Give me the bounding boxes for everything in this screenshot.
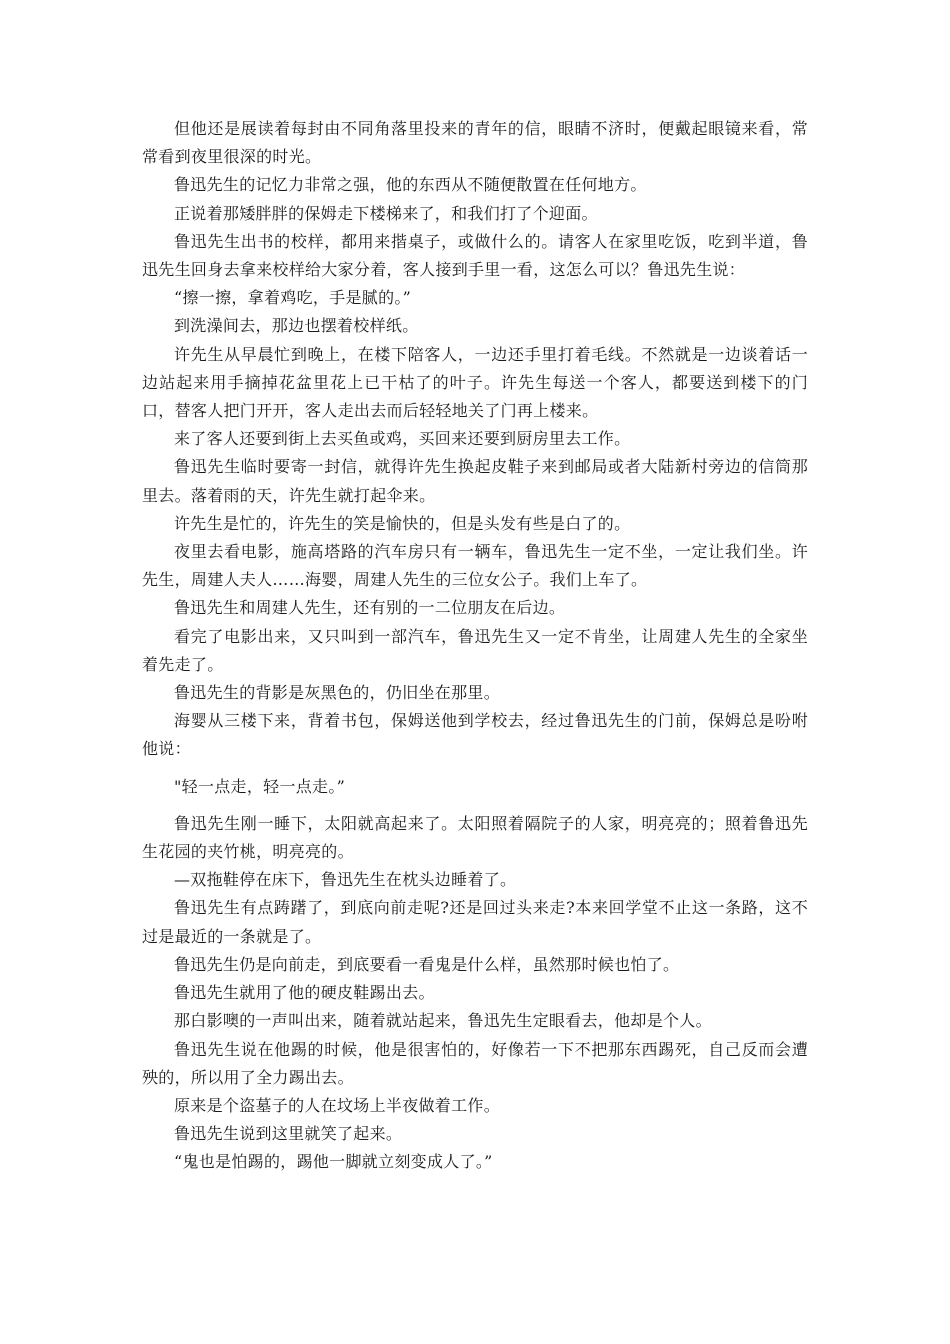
quote-paragraph: "轻一点走，轻一点走。” xyxy=(174,776,346,796)
paragraph: 那白影噢的一声叫出来，随着就站起来，鲁迅先生定眼看去，他却是个人。 xyxy=(174,1011,712,1031)
quote-paragraph: “鬼也是怕踢的，踢他一脚就立刻变成人了。” xyxy=(174,1152,493,1172)
quote-paragraph: “擦一擦，拿着鸡吃，手是腻的。” xyxy=(174,288,412,308)
paragraph: 海婴从三楼下来，背着书包，保姆送他到学校去，经过鲁迅先生的门前，保姆总是吩咐他说： xyxy=(142,711,808,759)
paragraph: 鲁迅先生刚一睡下，太阳就高起来了。太阳照着隔院子的人家，明亮亮的；照着鲁迅先生花园的夹竹桃，明亮亮的。 xyxy=(142,813,808,862)
paragraph: 鲁迅先生就用了他的硬皮鞋踢出去。 xyxy=(174,983,435,1003)
paragraph: 许先生是忙的，许先生的笑是愉快的，但是头发有些是白了的。 xyxy=(174,513,631,533)
paragraph: 到洗澡间去，那边也摆着校样纸。 xyxy=(174,316,419,336)
paragraph: 鲁迅先生临时要寄一封信，就得许先生换起皮鞋子来到邮局或者大陆新村旁边的信筒那里去。落着雨的天，许先生就打起伞来。 xyxy=(142,457,808,505)
paragraph: 鲁迅先生出书的校样，都用来揩桌子，或做什么的。请客人在家里吃饭，吃到半道，鲁迅先生回身去拿来校样给大家分着，客人接到手里一看，这怎么可以？鲁迅先生说： xyxy=(142,231,808,280)
document-body xyxy=(142,115,808,1177)
paragraph: 鲁迅先生仍是向前走，到底要看一看鬼是什么样，虽然那时候也怕了。 xyxy=(174,954,680,974)
paragraph: 鲁迅先生有点踌躇了，到底向前走呢?还是回过头来走?本来回学堂不止这一条路，这不过是最近的一条就是了。 xyxy=(142,898,808,946)
paragraph: 鲁迅先生的背影是灰黑色的，仍旧坐在那里。 xyxy=(174,683,501,703)
paragraph: 正说着那矮胖胖的保姆走下楼梯来了，和我们打了个迎面。 xyxy=(174,203,598,223)
paragraph: 鲁迅先生的记忆力非常之强，他的东西从不随便散置在任何地方。 xyxy=(174,175,647,195)
paragraph: 鲁迅先生说到这里就笑了起来。 xyxy=(174,1124,403,1144)
paragraph: 原来是个盗墓子的人在坟场上半夜做着工作。 xyxy=(174,1095,501,1115)
paragraph: 夜里去看电影，施高塔路的汽车房只有一辆车，鲁迅先生一定不坐，一定让我们坐。许先生，周建人夫人……海婴，周建人先生的三位女公子。我们上车了。 xyxy=(142,542,808,590)
paragraph: 来了客人还要到街上去买鱼或鸡，买回来还要到厨房里去工作。 xyxy=(174,429,631,449)
paragraph: 鲁迅先生说在他踢的时候，他是很害怕的，好像若一下不把那东西踢死，自己反而会遭殃的，所以用了全力踢出去。 xyxy=(142,1039,808,1087)
paragraph: 看完了电影出来，又只叫到一部汽车，鲁迅先生又一定不肯坐，让周建人先生的全家坐着先走了。 xyxy=(142,626,808,674)
paragraph: 鲁迅先生和周建人先生，还有别的一二位朋友在后边。 xyxy=(174,598,566,618)
paragraph: 但他还是展读着每封由不同角落里投来的青年的信，眼睛不济时，便戴起眼镜来看，常常看到夜里很深的时光。 xyxy=(142,119,808,167)
paragraph: —双拖鞋停在床下，鲁迅先生在枕头边睡着了。 xyxy=(174,870,517,890)
paragraph: 许先生从早晨忙到晚上，在楼下陪客人，一边还手里打着毛线。不然就是一边谈着话一边站起来用手摘掉花盆里花上已干枯了的叶子。许先生每送一个客人，都要送到楼下的门口，替客人把门开开，客人走出去而后轻轻地关了门再上楼来。 xyxy=(142,344,808,421)
